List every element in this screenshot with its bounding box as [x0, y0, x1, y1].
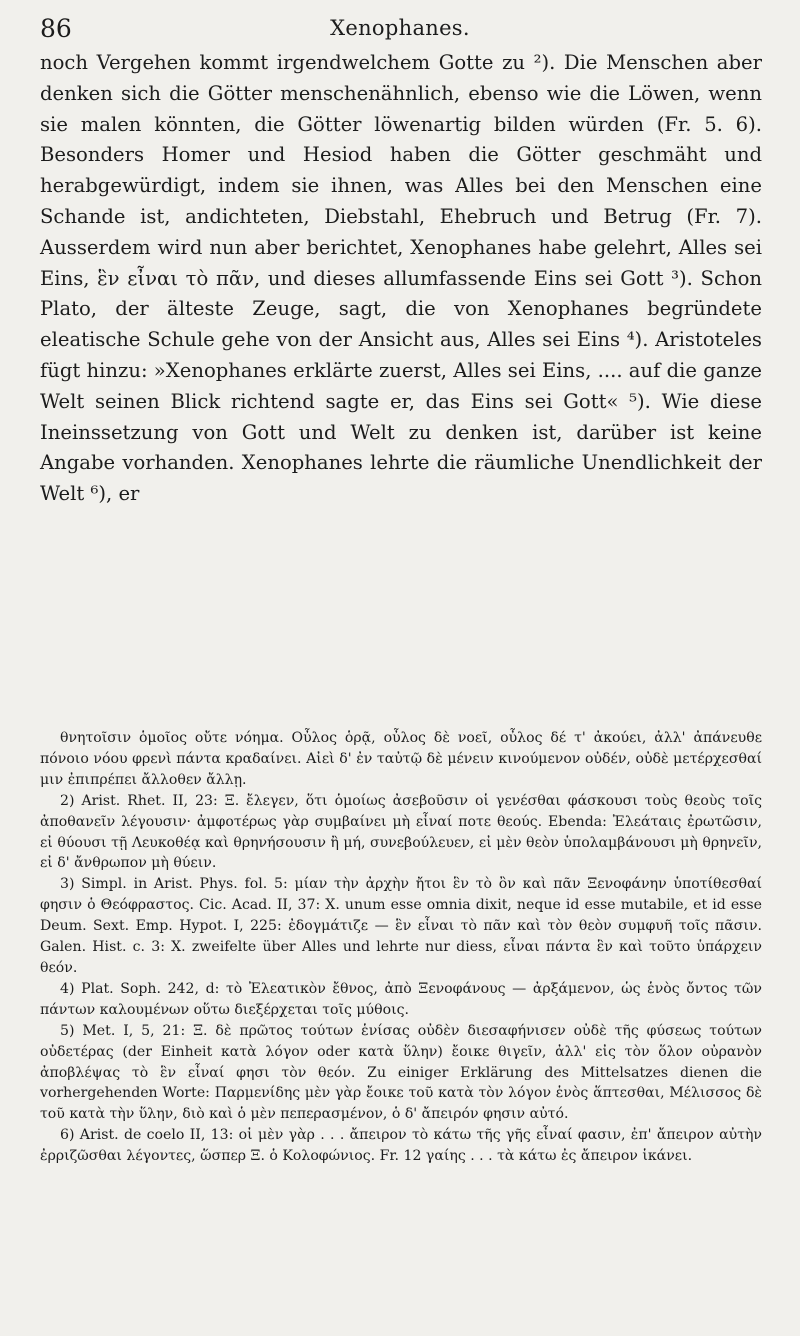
- footnote-6: 6) Arist. de coelo II, 13: οἱ μὲν γὰρ . . . ἄπειρον τὸ κάτω τῆς γῆς εἶναί φασιν, ἐπ' ἄπειρον αὐτὴν ἐρριζῶσθαι λέγοντες, ὥσπερ Ξ. ὁ Κολοφώνιος. Fr. 12 γαίης . . . τὰ κάτω ἐς ἄπειρον ἱκάνει.: [40, 1127, 762, 1165]
- page-header: [40, 14, 760, 42]
- running-title: Xenophanes.: [330, 16, 470, 40]
- page-number: 86: [40, 14, 72, 43]
- footnotes: [40, 728, 762, 1167]
- main-text: [40, 48, 762, 510]
- footnote-continuation: θνητοῖσιν ὁμοῖος οὔτε νόημα. Οὖλος ὁρᾷ, οὖλος δὲ νοεῖ, οὖλος δέ τ' ἀκούει, ἀλλ' ἀπάνευθε πόνοιο νόου φρενὶ πάντα κραδαίνει. Αἰεὶ δ' ἐν ταὐτῷ δὲ μένειν κινούμενον οὐδέν, οὐδὲ μετέρχεσθαί μιν ἐπιπρέπει ἄλλοθεν ἄλλῃ.: [40, 730, 762, 788]
- footnote-2: 2) Arist. Rhet. II, 23: Ξ. ἔλεγεν, ὅτι ὁμοίως ἀσεβοῦσιν οἱ γενέσθαι φάσκουσι τοὺς θεοὺς τοῖς ἀποθανεῖν λέγουσιν· ἀμφοτέρως γὰρ συμβαίνει μὴ εἶναί ποτε θεούς. Ebenda: Ἐλεάταις ἐρωτῶσιν, εἰ θύουσι τῇ Λευκοθέᾳ καὶ θρηνήσουσιν ἢ μή, συνεβούλευεν, εἰ μὲν θεὸν ὑπολαμβάνουσι μὴ θρηνεῖν, εἰ δ' ἄνθρωπον μὴ θύειν.: [40, 792, 762, 872]
- footnote-5: 5) Met. I, 5, 21: Ξ. δὲ πρῶτος τούτων ἑνίσας οὐδὲν διεσαφήνισεν οὐδὲ τῆς φύσεως τούτων οὐδετέρας (der Einheit κατὰ λόγον oder κατὰ ὕλην) ἔοικε θιγεῖν, ἀλλ' εἰς τὸν ὅλον οὐρανὸν ἀποβλέψας τὸ ἓν εἶναί φησι τὸν θεόν. Zu einiger Erklärung des Mittelsatzes dienen die vorhergehenden Worte: Παρμενίδης μὲν γὰρ ἔοικε τοῦ κατὰ τὸν λόγον ἑνὸς ἅπτεσθαι, Μέλισσος δὲ τοῦ κατὰ τὴν ὕλην, διὸ καὶ ὁ μὲν πεπερασμένον, ὁ δ' ἄπειρόν φησιν αὐτό.: [40, 1022, 762, 1123]
- footnote-4: 4) Plat. Soph. 242, d: τὸ Ἐλεατικὸν ἔθνος, ἀπὸ Ξενοφάνους — ἀρξάμενον, ὡς ἑνὸς ὄντος τῶν πάντων καλουμένων οὕτω διεξέρχεται τοῖς μύθοις.: [40, 980, 762, 1018]
- body-paragraph: noch Vergehen kommt irgendwelchem Gotte zu ²). Die Menschen aber denken sich die Götter menschenähnlich, ebenso wie die Löwen, wenn sie malen könnten, die Götter löwenartig bilden würden (Fr. 5. 6). Besonders Homer und Hesiod haben die Götter geschmäht und herabgewürdigt, indem sie ihnen, was Alles bei den Menschen eine Schande ist, andichteten, Diebstahl, Ehebruch und Betrug (Fr. 7). Ausserdem wird nun aber berichtet, Xenophanes habe gelehrt, Alles sei Eins, ἓν εἶναι τὸ πᾶν, und dieses allumfassende Eins sei Gott ³). Schon Plato, der älteste Zeuge, sagt, die von Xenophanes begründete eleatische Schule gehe von der Ansicht aus, Alles sei Eins ⁴). Aristoteles fügt hinzu: »Xenophanes erklärte zuerst, Alles sei Eins, .... auf die ganze Welt seinen Blick richtend sagte er, das Eins sei Gott« ⁵). Wie diese Ineinssetzung von Gott und Welt zu denken ist, darüber ist keine Angabe vorhanden. Xenophanes lehrte die räumliche Unendlichkeit der Welt ⁶), er: [40, 51, 762, 506]
- footnote-3: 3) Simpl. in Arist. Phys. fol. 5: μίαν τὴν ἀρχὴν ἤτοι ἓν τὸ ὂν καὶ πᾶν Ξενοφάνην ὑποτίθεσθαί φησιν ὁ Θεόφραστος. Cic. Acad. II, 37: X. unum esse omnia dixit, neque id esse mutabile, et id esse Deum. Sext. Emp. Hypot. I, 225: ἐδογμάτιζε — ἓν εἶναι τὸ πᾶν καὶ τὸν θεὸν συμφυῆ τοῖς πᾶσιν. Galen. Hist. c. 3: X. zweifelte über Alles und lehrte nur diess, εἶναι πάντα ἓν καὶ τοῦτο ὑπάρχειν θεόν.: [40, 876, 762, 976]
